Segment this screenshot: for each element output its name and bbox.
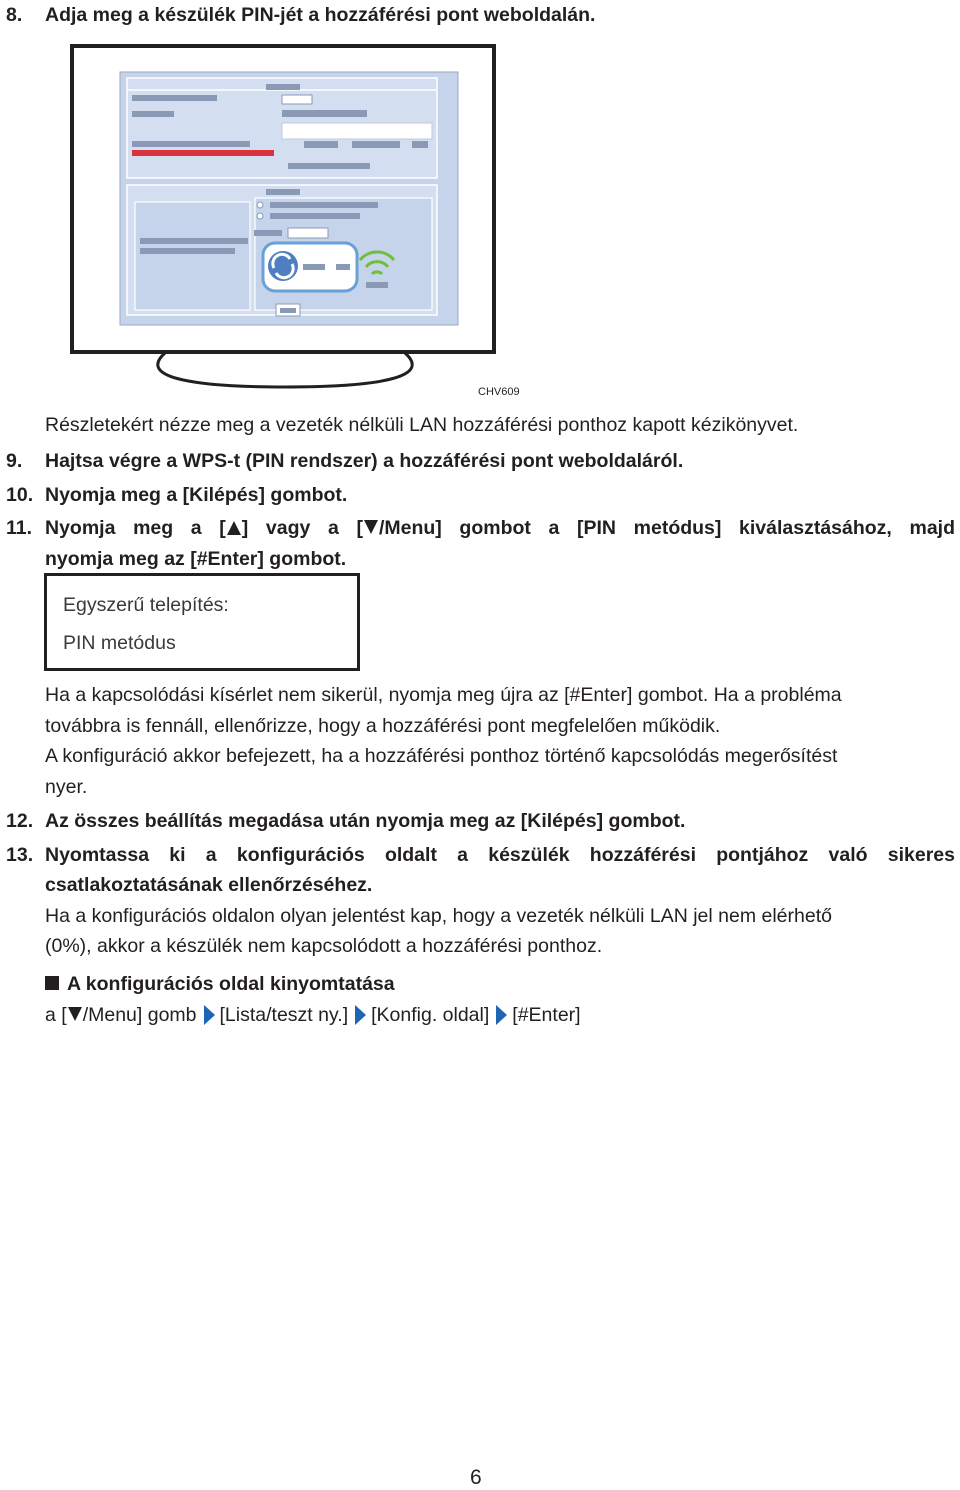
down-arrow-icon [364,520,378,534]
config-path-item-3: [Konfig. oldal] [371,1004,490,1026]
step-11-note-4: nyer. [45,776,88,798]
step-8-note: Részletekért nézze meg a vezeték nélküli LAN hozzáférési ponthoz kapott kézikönyvet. [45,414,799,436]
up-arrow-icon [227,521,241,535]
display-panel [44,573,360,671]
right-arrow-icon [496,1005,507,1025]
bullet-square-icon [45,976,59,990]
config-path-item-1: /Menu] gomb [82,1004,197,1026]
monitor-illustration [60,40,510,392]
figure-code: CHV609 [478,386,520,398]
page-number: 6 [470,1466,482,1489]
step-13-line-1: Nyomtassa ki a konfigurációs oldalt a készülék hozzáférési pontjához való sikeres [45,844,955,866]
step-11-part-2: ] vagy a [ [241,517,363,539]
step-11-line-1 [45,516,955,540]
display-line-2: PIN metódus [63,632,176,654]
config-heading-text: A konfigurációs oldal kinyomtatása [67,973,395,995]
step-13-line-2: csatlakoztatásának ellenőrzéséhez. [45,874,373,896]
step-8-text: Adja meg a készülék PIN-jét a hozzáférési pont weboldalán. [45,4,596,26]
config-heading [45,972,395,996]
config-path-prefix: a [ [45,1004,67,1026]
step-11-note-3: A konfiguráció akkor befejezett, ha a hozzáférési ponthoz történő kapcsolódás megerősítést [45,745,838,767]
step-9-text: Hajtsa végre a WPS-t (PIN rendszer) a hozzáférési pont weboldaláról. [45,450,684,472]
right-arrow-icon [204,1005,215,1025]
config-path-item-2: [Lista/teszt ny.] [219,1004,349,1026]
step-10-number: 10. [6,484,34,506]
step-12-text: Az összes beállítás megadása után nyomja meg az [Kilépés] gombot. [45,810,686,832]
down-arrow-icon [68,1007,82,1021]
right-arrow-icon [355,1005,366,1025]
step-13-note-2: (0%), akkor a készülék nem kapcsolódott a hozzáférési ponthoz. [45,935,603,957]
display-line-1: Egyszerű telepítés: [63,594,229,616]
step-11-number: 11. [6,517,33,539]
config-path [45,1003,581,1027]
step-11-note-2: továbbra is fennáll, ellenőrizze, hogy a hozzáférési pont megfelelően működik. [45,715,721,737]
step-8-number: 8. [6,4,23,26]
step-11-part-3: /Menu] gombot a [PIN metódus] kiválasztásához, majd [378,517,955,539]
step-10-text: Nyomja meg a [Kilépés] gombot. [45,484,348,506]
step-11-part-1: Nyomja meg a [ [45,517,226,539]
config-path-item-4: [#Enter] [512,1004,581,1026]
step-11-note-1: Ha a kapcsolódási kísérlet nem sikerül, nyomja meg újra az [#Enter] gombot. Ha a probléma [45,684,842,706]
step-11-line-2: nyomja meg az [#Enter] gombot. [45,548,347,570]
step-9-number: 9. [6,450,23,472]
step-13-number: 13. [6,844,34,866]
step-12-number: 12. [6,810,34,832]
step-13-note-1: Ha a konfigurációs oldalon olyan jelentést kap, hogy a vezeték nélküli LAN jel nem elérhető [45,905,832,927]
